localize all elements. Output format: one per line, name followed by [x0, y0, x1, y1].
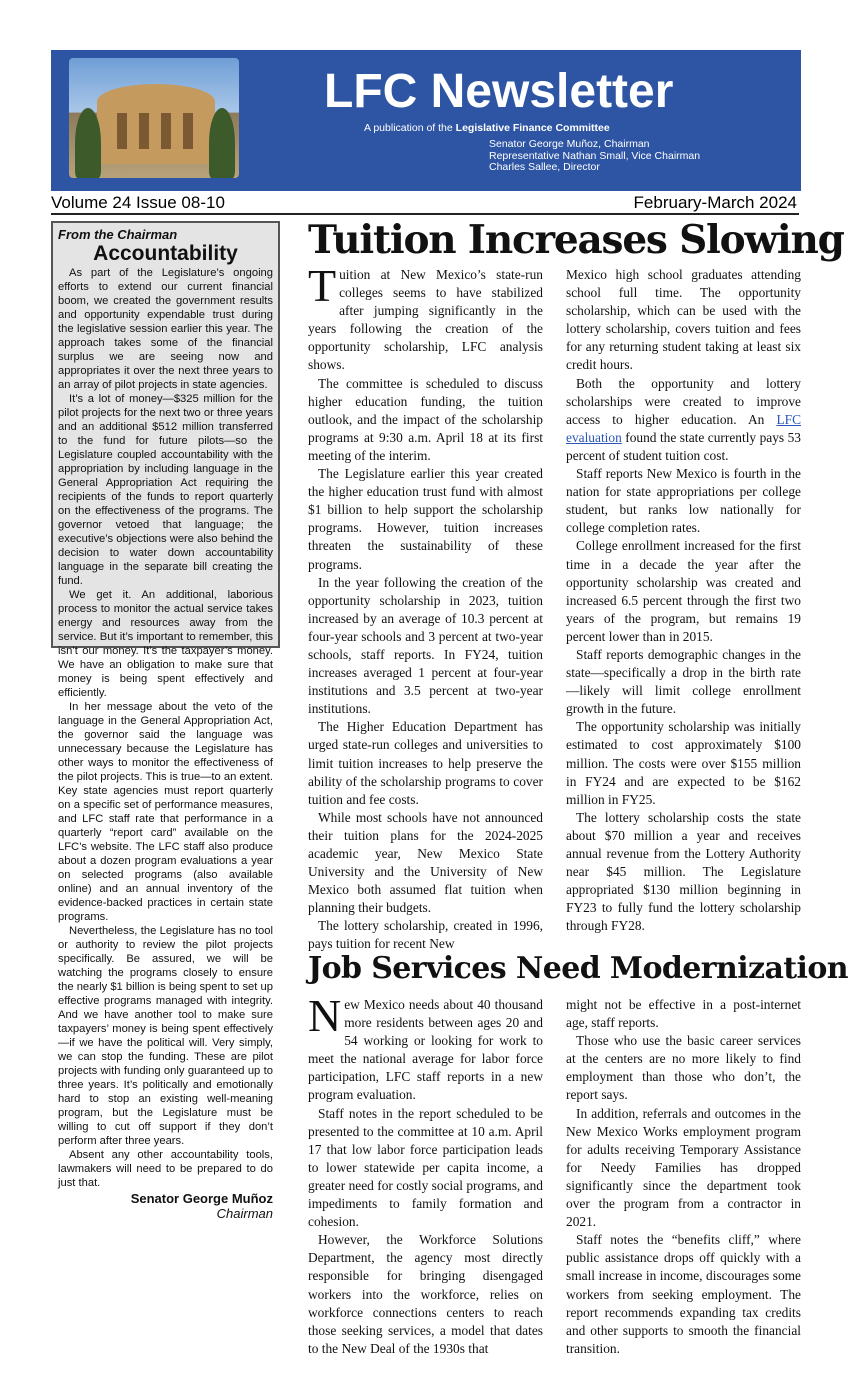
article-paragraph: The committee is scheduled to discuss higher education funding, the tuition outlook, and the impact of the scholarship programs at 9:30 a.m. April 18 at its first meeting of the interim.: [308, 375, 543, 463]
job-services-column-1: [308, 990, 543, 1358]
tuition-column-1: [308, 260, 543, 954]
volume-issue: Volume 24 Issue 08-10: [51, 193, 225, 212]
issue-date: February-March 2024: [633, 193, 797, 212]
chairman-name: Senator George Muñoz, Chairman: [489, 138, 650, 150]
vice-chairman-name: Representative Nathan Small, Vice Chairman: [489, 149, 701, 162]
article-paragraph: Staff notes the “benefits cliff,” where public assistance drops off quickly with a small increase in income, discourages some workers from seeking employment. The report recommends expanding tax credits and other supports to smooth the financial transition.: [566, 1232, 801, 1356]
article-paragraph: While most schools have not announced their tuition plans for the 2024-2025 academic year, New Mexico State University and the University of New Mexico both assumed flat tuition when planning their budgets.: [308, 809, 543, 916]
newsletter-title: LFC Newsletter: [324, 65, 674, 118]
article-paragraph: Staff notes in the report scheduled to be presented to the committee at 10 a.m. April 17 that low labor force participation leads to lower statewide per capita income, a greater need for costly social programs, and impediments to family formation and cohesion.: [308, 1105, 543, 1230]
lfc-evaluation-link[interactable]: LFC evaluation: [566, 411, 801, 445]
issue-line: [51, 192, 799, 215]
newsletter-subtitle: A publication of the Legislative Finance Committee: [364, 122, 610, 134]
sidebar-paragraph: It’s a lot of money—$325 million for the pilot projects for the next two or three years and an additional $512 million transferred to the fund for future pilots—so the Legislature coupled accountability with the appropriation by including language in the General Appropriation Act requiring the recipients of the funds to report quarterly on the effectiveness of the programs. The governor vetoed that language; the executive’s objections were also behind the decision to water down accountability language in the separate bill creating the fund.: [58, 393, 273, 587]
article-headline-tuition: Tuition Increases Slowing: [308, 217, 844, 263]
sidebar-paragraph: We get it. An additional, laborious process to monitor the actual service takes energy and resources away from the service. But it’s important to remember, this isn’t our money. It’s the taxpayer’s money. We have an obligation to make sure that money is being spent effectively and efficiently.: [58, 589, 273, 699]
sidebar-title: Accountability: [93, 242, 238, 265]
sidebar-kicker: From the Chairman: [58, 227, 178, 242]
article-paragraph: Tuition at New Mexico’s state-run colleges seems to have stabilized after jumping significantly in the years following the creation of the opportunity scholarship, LFC analysis shows.: [308, 260, 543, 373]
article-paragraph: might not be effective in a post-internet age, staff reports.: [566, 997, 801, 1031]
article-paragraph: The lottery scholarship costs the state about $70 million a year and receives annual revenue from the Lottery Authority near $45 million. The Legislature appropriated $130 million beginning in FY23 to fully fund the lottery scholarship through FY28.: [566, 809, 801, 934]
article-paragraph: Staff reports demographic changes in the state—specifically a drop in the birth rate—likely will limit college enrollment growth in the future.: [566, 646, 801, 717]
drop-cap: T: [308, 260, 337, 311]
article-paragraph: The Legislature earlier this year created the higher education trust fund with almost $1 billion to help support the scholarship programs. However, tuition increases threaten the sustainability of these programs.: [308, 466, 543, 572]
sidebar-paragraph: As part of the Legislature’s ongoing efforts to extend our current financial boom, we created the government results and opportunity expendable trust during the legislative session earlier this year. The approach takes some of the financial surplus we are seeing now and appropriates it over the next three years to an array of pilot projects in state agencies.: [58, 267, 273, 391]
masthead: [51, 50, 801, 191]
article-paragraph: Those who use the basic career services at the centers are no more likely to find employment than those who don’t, the report says.: [566, 1033, 801, 1103]
sidebar-signature-role: Chairman: [216, 1206, 273, 1221]
article-paragraph: New Mexico needs about 40 thousand more residents between ages 20 and 54 working or looking for work to meet the national average for labor force participation, LFC staff reports in a new program evaluation.: [308, 990, 543, 1103]
masthead-names: [489, 139, 700, 174]
tuition-column-2: [566, 266, 801, 935]
director-name: Charles Sallee, Director: [489, 161, 600, 173]
sidebar-signature: Senator George Muñoz: [130, 1191, 273, 1206]
chairman-column: [51, 221, 280, 1221]
article-paragraph: Both the opportunity and lottery scholarships were created to improve access to higher education. An LFC evaluation found the state currently pays 53 percent of student tuition cost.: [566, 375, 801, 463]
article-paragraph: In the year following the creation of the opportunity scholarship in 2023, tuition increased by an average of 10.3 percent at four-year schools and 3 percent at two-year schools, staff reports. In FY24, tuition increases averaged 1 percent at four-year institutions and 3.5 percent at two-year institutions.: [308, 574, 543, 717]
article-headline-job-services: Job Services Need Modernization: [308, 951, 848, 986]
article-paragraph: College enrollment increased for the first time in a decade the year after the opportunity scholarship was created and increased 6.5 percent through the first two years of the program, but remains 19 percent lower than in 2015.: [566, 538, 801, 644]
article-paragraph: The opportunity scholarship was initially estimated to cost approximately $100 million. The costs were over $155 million in FY24 and are expected to be $162 million in FY25.: [566, 719, 801, 807]
article-paragraph: The lottery scholarship, created in 1996, pays tuition for recent New: [308, 918, 543, 952]
article-paragraph: However, the Workforce Solutions Department, the agency most directly responsible for bringing disengaged workers into the workforce, relies on workforce connections centers to reach those seeking services, a model that dates to the New Deal of the 1930s that: [308, 1232, 543, 1356]
article-paragraph: The Higher Education Department has urged state-run colleges and universities to limit tuition increases to help preserve the ability of the scholarship programs to cover tuition and fee costs.: [308, 719, 543, 807]
job-services-column-2: [566, 996, 801, 1358]
article-paragraph: Mexico high school graduates attending school full time. The opportunity scholarship, which can be used with the lottery scholarship, covers tuition and fees for any returning student taking at least six credit hours.: [566, 267, 801, 373]
sidebar-paragraph: Absent any other accountability tools, lawmakers will need to be prepared to do just that.: [58, 1149, 273, 1189]
sidebar-paragraph: Nevertheless, the Legislature has no tool or authority to review the pilot projects specifically. Be assured, we will be watching the programs closely to ensure the nearly $1 billion is being spent to set up effective programs managed with integrity. And we have another tool to make sure taxpayers’ money is being spent effectively—if we have the political will. Very simply, we can stop the funding. These are pilot projects with funding only guaranteed up to three years. It’s politically and emotionally hard to stop an existing well-meaning program, but the Legislature must be willing to cut off support if they don’t perform after three years.: [58, 925, 273, 1147]
capitol-building-photo: [69, 58, 239, 178]
article-paragraph: Staff reports New Mexico is fourth in the nation for state appropriations per college student, but ranks low nationally for college completion rates.: [566, 466, 801, 536]
drop-cap: N: [308, 990, 342, 1041]
article-paragraph: In addition, referrals and outcomes in the New Mexico Works employment program for adults receiving Temporary Assistance for Needy Families has dropped significantly since the department took over the program from a contractor in 2021.: [566, 1105, 801, 1230]
sidebar-paragraph: In her message about the veto of the language in the General Appropriation Act, the governor said the language was unnecessary because the Legislature has other ways to monitor the effectiveness of the pilot projects. This is true—to an extent. Key state agencies must report quarterly on a specific set of performance measures, and LFC staff rate that performance in a quarterly “report card” available on the LFC’s website. The LFC staff also produce about a dozen program evaluations a year on selected programs (also available online) and an annual inventory of the evidence-backed practices in certain state programs.: [58, 701, 273, 923]
